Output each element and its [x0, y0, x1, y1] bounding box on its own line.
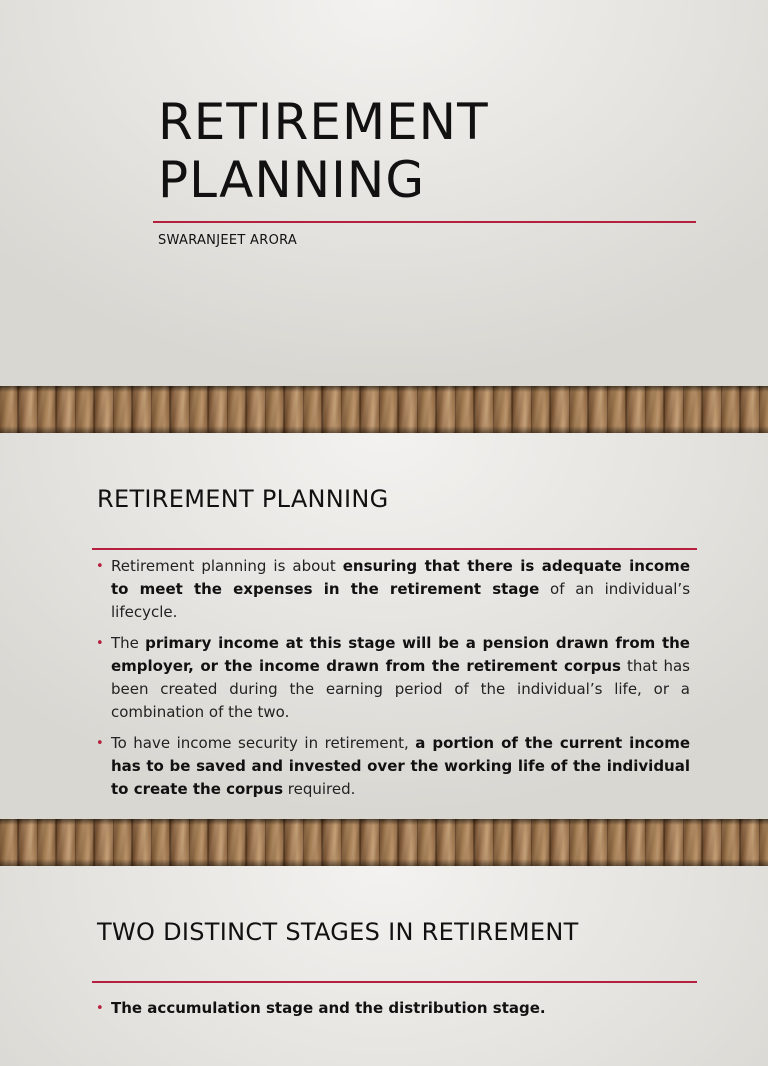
bullet-text: To have income security in retirement,: [111, 734, 416, 752]
slide-title: [0, 0, 768, 386]
bullet-text: The: [111, 634, 146, 652]
bullet-dot-icon: •: [96, 559, 104, 574]
presentation-title: [158, 93, 489, 209]
slide-heading: TWO DISTINCT STAGES IN RETIREMENT: [97, 918, 579, 946]
slide-two-stages: [0, 866, 768, 1066]
bullet-bold-text: primary income at this stage will be a pension drawn from the employer, or the income drawn from the retirement corpus: [111, 634, 690, 675]
bullet-text: Retirement planning is about: [111, 557, 343, 575]
bullet-item: [96, 555, 690, 624]
wood-floor-divider: [0, 819, 768, 866]
bullet-dot-icon: •: [96, 736, 104, 751]
bullet-list: [96, 555, 690, 809]
bullet-item: [96, 997, 690, 1020]
wood-floor-divider: [0, 386, 768, 433]
title-line-2: PLANNING: [158, 151, 426, 209]
author-name: SWARANJEET ARORA: [158, 233, 298, 248]
title-line-1: RETIREMENT: [158, 93, 489, 151]
heading-divider: [92, 981, 697, 983]
bullet-text: required.: [283, 780, 356, 798]
bullet-bold-text: ensuring that there is adequate income to meet the expenses in the retirement stage: [111, 557, 690, 598]
slide-heading: RETIREMENT PLANNING: [97, 485, 389, 513]
bullet-item: [96, 732, 690, 801]
bullet-text: that has been created during the earning period of the individual’s life, or a combination of the two.: [111, 657, 691, 721]
heading-divider: [92, 548, 697, 550]
bullet-text: of an individual’s lifecycle.: [111, 580, 691, 621]
bullet-bold-text: The accumulation stage and the distribution stage.: [111, 999, 546, 1017]
bullet-list: [96, 997, 690, 1028]
bullet-bold-text: a portion of the current income has to be saved and invested over the working life of the individual to create the corpus: [111, 734, 690, 798]
bullet-item: [96, 632, 690, 724]
bullet-dot-icon: •: [96, 636, 104, 651]
bullet-dot-icon: •: [96, 1001, 104, 1016]
title-divider: [153, 221, 696, 223]
slide-retirement-planning: [0, 433, 768, 819]
